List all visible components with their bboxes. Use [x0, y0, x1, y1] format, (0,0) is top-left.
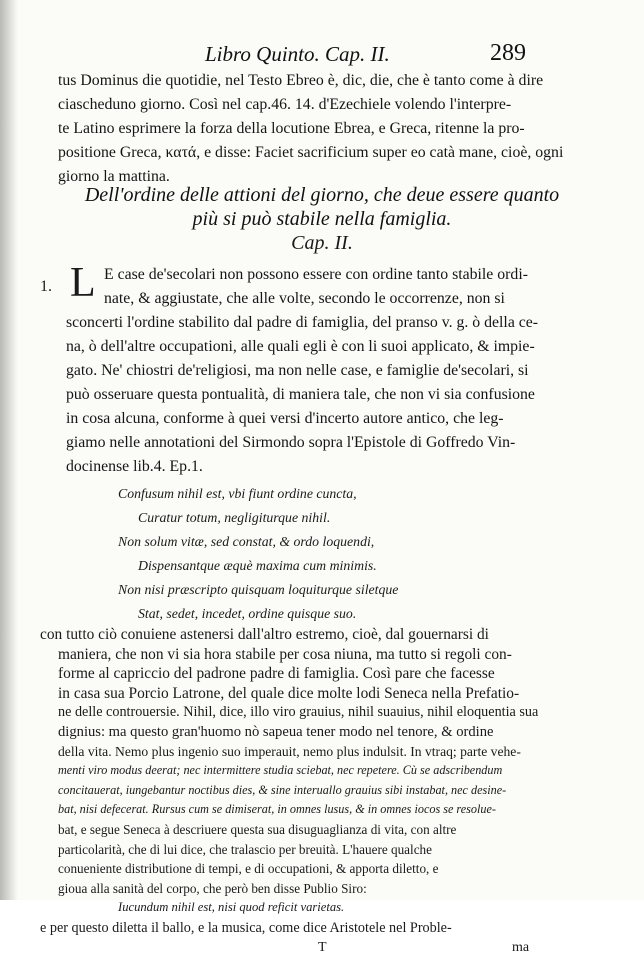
body-line: menti viro modus deerat; nec intermittere studia sciebat, nec repetere. Cù se adscribendum: [58, 763, 503, 778]
verse-line: Non solum vitæ, sed constat, & ordo loquendi,: [118, 534, 375, 549]
final-body-line: e per questo diletta il ballo, e la musica, come dice Aristotele nel Proble-: [40, 920, 452, 936]
body-line: nate, & aggiustate, che alle volte, secondo le occorrenze, non si: [104, 290, 505, 307]
intro-line: te Latino esprimere la forza della locutione Ebrea, e Greca, ritenne la pro-: [58, 120, 525, 137]
body-line: conueniente distributione di tempi, e di occupationi, & apporta diletto, e: [58, 861, 439, 877]
body-line: bat, e segue Seneca à descriuere questa sua disuguaglianza di vita, con altre: [58, 822, 457, 837]
body-line: maniera, che non vi sia hora stabile per cosa niuna, ma tutto si regoli con-: [58, 645, 512, 663]
body-line: bat, nisi defecerat. Rursus cum se dimiserat, in omnes lusus, & in omnes iocos se resolue-: [58, 802, 496, 817]
body-line: particolarità, che di lui dice, che tralascio per breuità. L'hauere qualche: [58, 841, 433, 857]
body-line: E case de'secolari non possono essere con ordine tanto stabile ordi-: [104, 266, 528, 283]
body-line: con tutto ciò conuiene astenersi dall'altro estremo, cioè, dal gouernarsi di: [40, 626, 489, 643]
page-edge-shadow: [0, 0, 18, 900]
chapter-heading: più si può stabile nella famiglia.: [192, 208, 452, 230]
verse-line: Curatur totum, negligiturque nihil.: [138, 510, 331, 525]
body-line: può osseruare questa pontualità, di maniera tale, che non vi sia confusione: [66, 386, 535, 403]
verse-line: Stat, sedet, incedet, ordine quisque suo.: [138, 606, 357, 621]
body-line: concitauerat, iungebantur noctibus dies, & sine interuallo grauius sibi instabat, nec desine-: [58, 782, 507, 797]
chapter-number: Cap. II.: [291, 232, 353, 254]
body-line: sconcerti l'ordine stabilito dal padre di famiglia, del pranso v. g. ò della ce-: [66, 314, 539, 331]
verse-line: Non nisi præscripto quisquam loquiturque siletque: [118, 582, 399, 597]
body-line: gioua alla sanità del corpo, che però ben disse Publio Siro:: [58, 880, 367, 896]
intro-line: tus Dominus die quotidie, nel Testo Ebreo è, dic, die, che è tanto come à dire: [58, 72, 544, 89]
chapter-heading: Dell'ordine delle attioni del giorno, che deue essere quanto: [84, 184, 560, 206]
catchword: ma: [512, 939, 530, 955]
verse-line: Dispensantque æquè maxima cum minimis.: [138, 558, 377, 573]
signature-mark: T: [318, 939, 327, 955]
body-line: forme al capriccio del padrone padre di famiglia. Così pare che facesse: [58, 665, 495, 683]
running-head: Libro Quinto. Cap. II.: [205, 42, 390, 66]
body-line: ne delle controuersie. Nihil, dice, illo viro grauius, nihil suauius, nihil eloquentia sua: [58, 704, 539, 721]
body-line: na, ò dell'altre occupationi, alle quali egli è con li suoi applicato, & impie-: [66, 338, 535, 355]
intro-line: ciascheduno giorno. Così nel cap.46. 14. d'Ezechiele volendo l'interpre-: [58, 96, 512, 113]
body-line: gato. Ne' chiostri de'religiosi, ma non nelle case, e famiglie de'secolari, si: [66, 362, 529, 379]
body-line: dignius: ma questo gran'huomo nò sapeua tener modo nel tenore, & ordine: [58, 724, 494, 740]
closing-verse: Iucundum nihil est, nisi quod reficit varietas.: [118, 900, 345, 915]
body-line: docinense lib.4. Ep.1.: [66, 458, 203, 475]
intro-line: positione Greca, κατά, e disse: Faciet sacrificium super eo catà mane, cioè, ogni: [58, 144, 564, 161]
page-number: 289: [490, 40, 526, 66]
intro-line: giorno la mattina.: [58, 168, 170, 185]
section-number: 1.: [40, 278, 52, 295]
body-line: in cosa alcuna, conforme à quei versi d'incerto autore antico, che leg-: [66, 410, 504, 427]
body-line: in casa sua Porcio Latrone, del quale dice molte lodi Seneca nella Prefatio-: [58, 684, 520, 702]
body-line: della vita. Nemo plus ingenio suo imperauit, nemo plus indulsit. In vtraq; parte vehe-: [58, 743, 521, 759]
drop-capital: L: [70, 260, 96, 306]
body-line: giamo nelle annotationi del Sirmondo sopra l'Epistole di Goffredo Vin-: [66, 434, 516, 451]
verse-line: Confusum nihil est, vbi fiunt ordine cuncta,: [118, 486, 357, 501]
